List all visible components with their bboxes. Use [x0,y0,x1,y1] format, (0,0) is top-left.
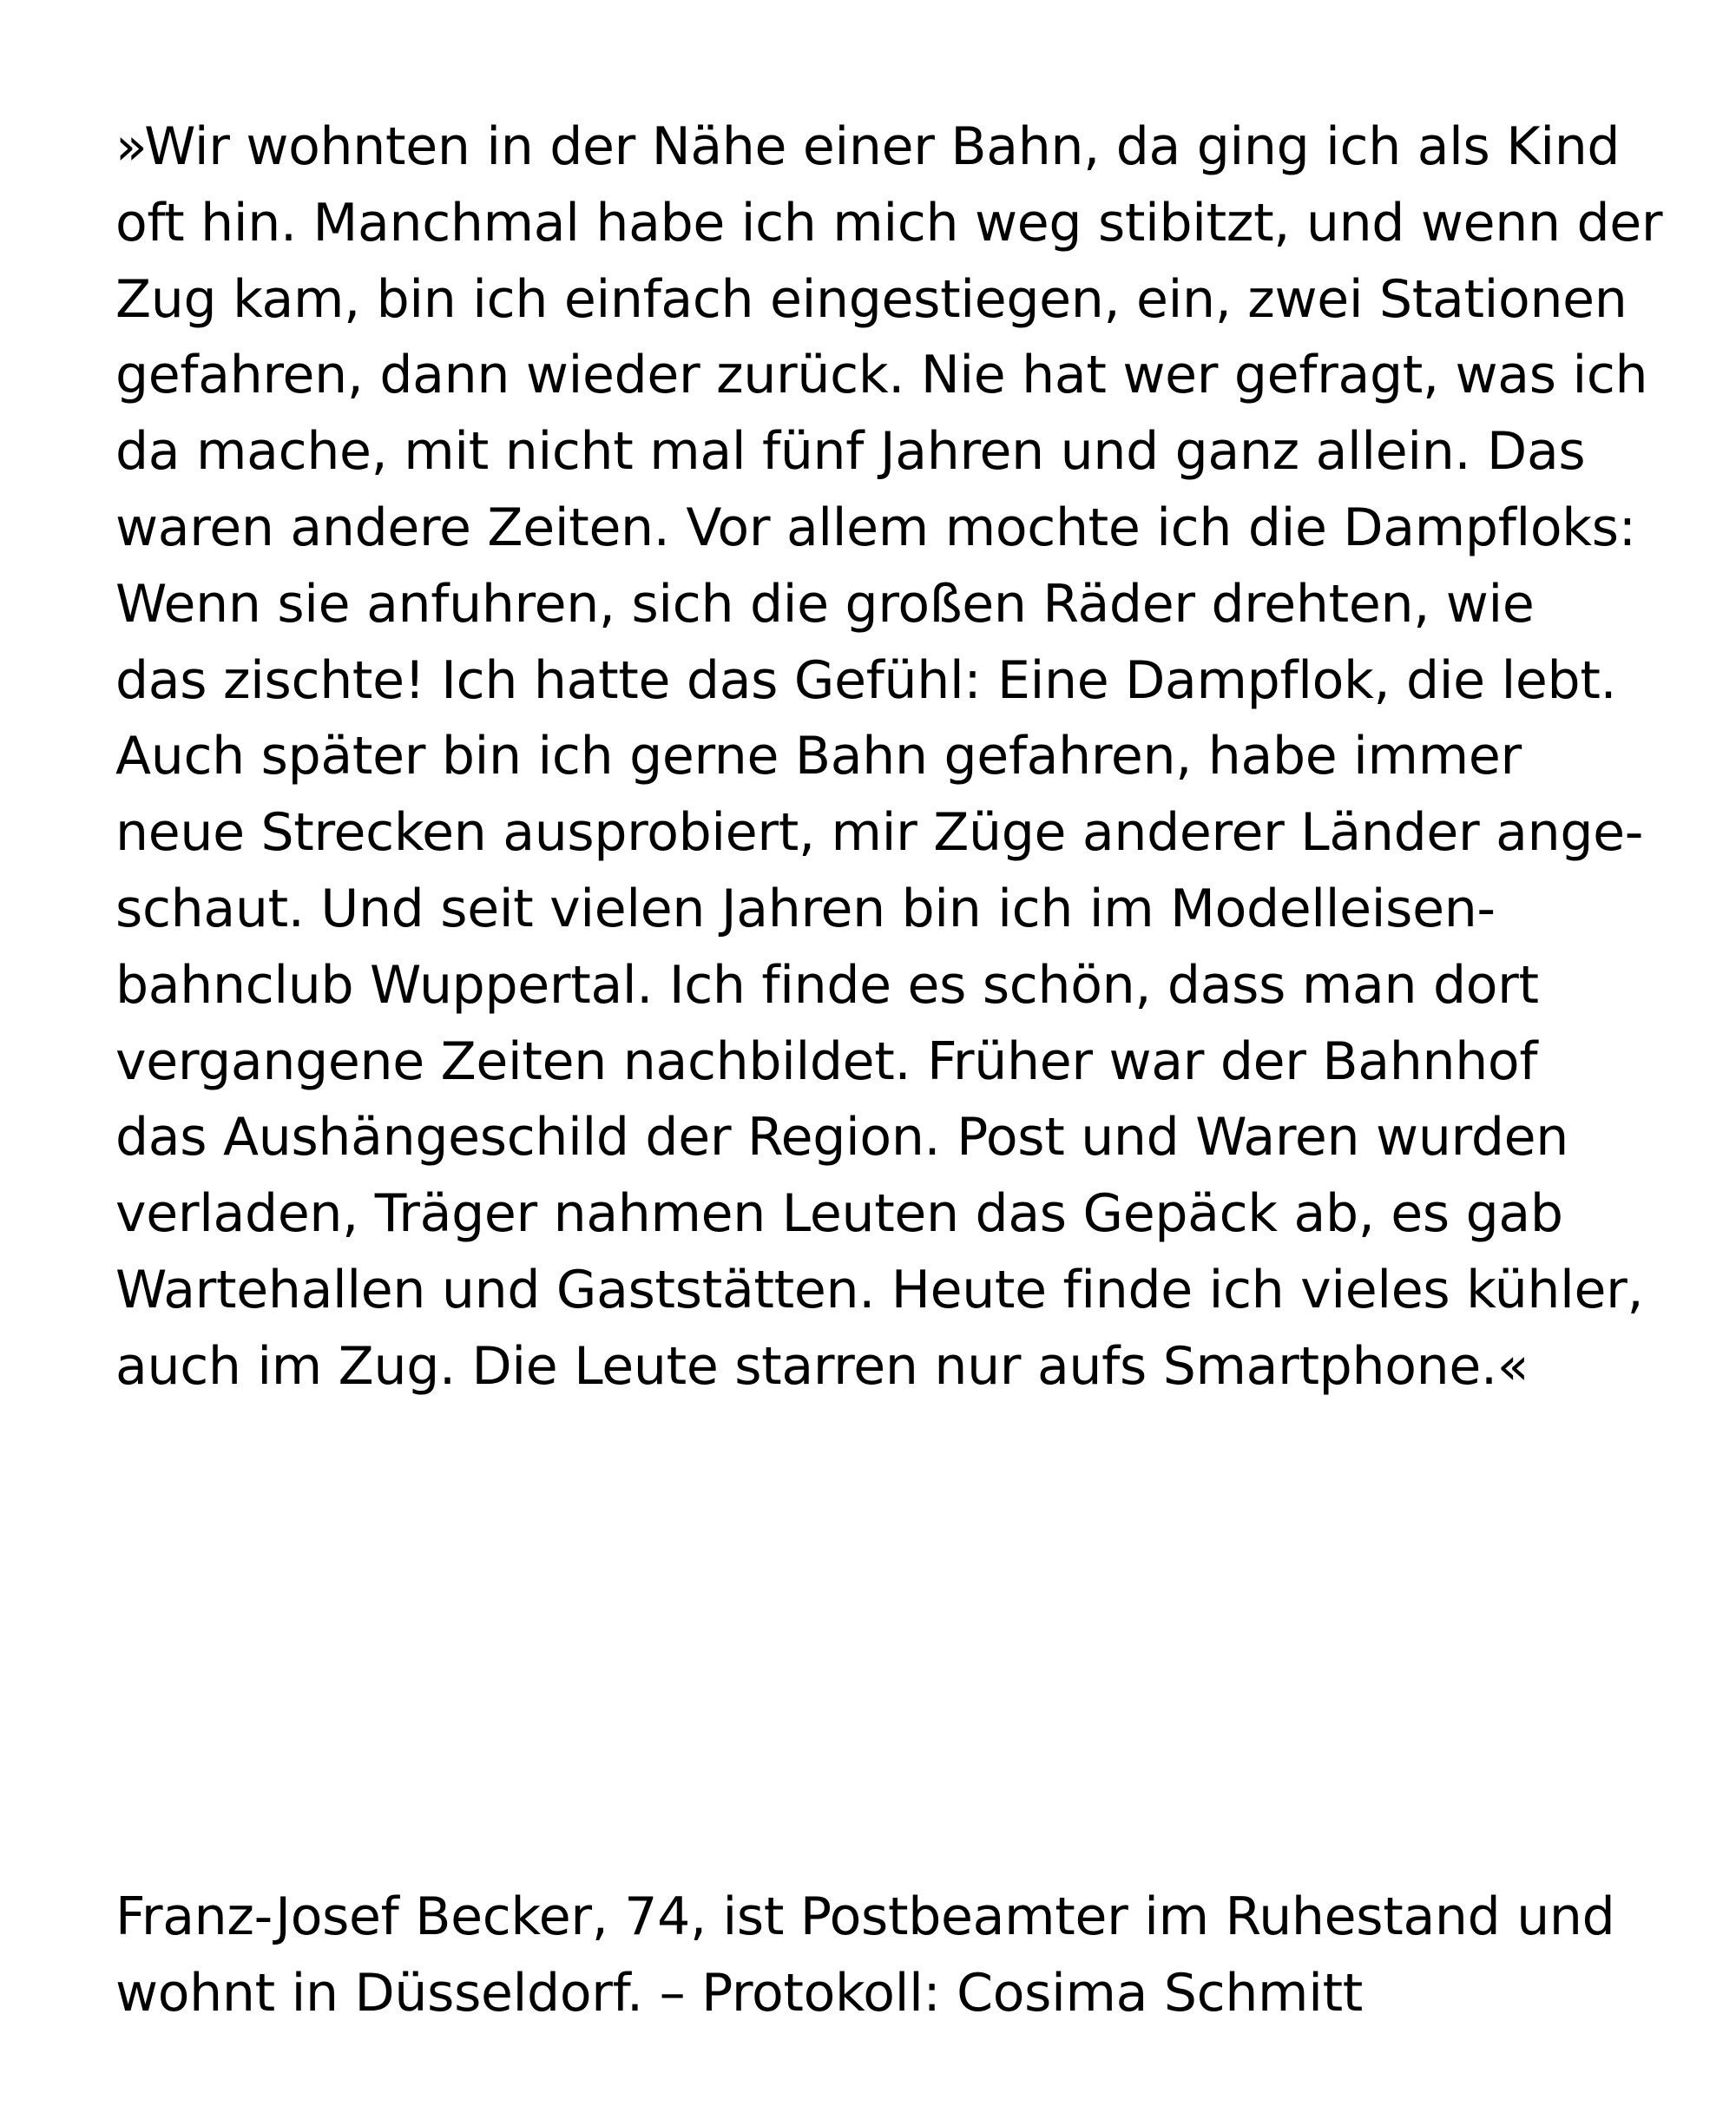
quote-line: »Wir wohnten in der Nähe einer Bahn, da ging ich als Kind [115,116,1621,177]
author-credit [115,1879,1678,2032]
quote-line: da mache, mit nicht mal fünf Jahren und ganz allein. Das [115,421,1586,483]
credit-line: wohnt in Düsseldorf. – Protokoll: Cosima Schmitt [115,1962,1364,2024]
quote-line: Wenn sie anfuhren, sich die großen Räder drehten, wie [115,573,1535,635]
quote-line: Zug kam, bin ich einfach eingestiegen, ein, zwei Stationen [115,268,1628,330]
quote-line: vergangene Zeiten nachbildet. Früher war der Bahnhof [115,1030,1538,1092]
quote-line: oft hin. Manchmal habe ich mich weg stibitzt, und wenn der [115,192,1663,253]
quote-line: Wartehallen und Gaststätten. Heute finde ich vieles kühler, [115,1259,1644,1320]
quote-line: verladen, Träger nahmen Leuten das Gepäck ab, es gab [115,1183,1563,1245]
quote-text [115,109,1678,1405]
quote-line: gefahren, dann wieder zurück. Nie hat wer gefragt, was ich [115,345,1648,406]
quote-line: auch im Zug. Die Leute starren nur aufs Smartphone.« [115,1335,1529,1397]
quote-line: das Aushängeschild der Region. Post und Waren wurden [115,1107,1568,1168]
quote-line: Auch später bin ich gerne Bahn gefahren, habe immer [115,726,1522,787]
quote-line: waren andere Zeiten. Vor allem mochte ich die Dampfloks: [115,497,1636,558]
credit-line: Franz-Josef Becker, 74, ist Postbeamter im Ruhestand und [115,1886,1615,1947]
quote-line: das zischte! Ich hatte das Gefühl: Eine Dampflok, die lebt. [115,649,1617,711]
quote-line: bahnclub Wuppertal. Ich finde es schön, dass man dort [115,954,1539,1016]
quote-line: neue Strecken ausprobiert, mir Züge anderer Länder ange- [115,802,1644,864]
quote-line: schaut. Und seit vielen Jahren bin ich im Modelleisen- [115,878,1496,939]
